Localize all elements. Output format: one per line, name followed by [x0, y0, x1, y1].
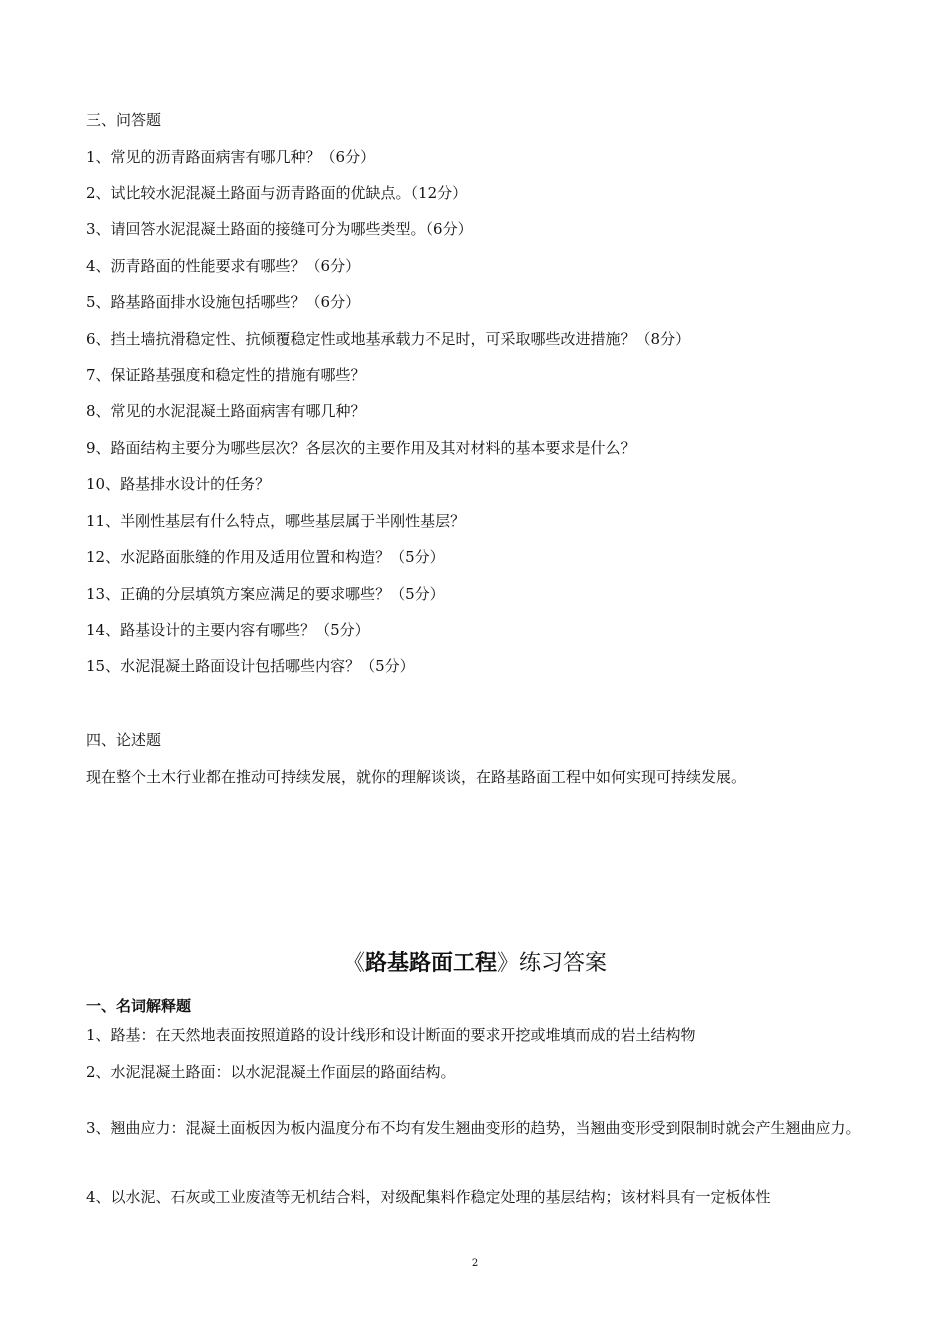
question-10: 10、路基排水设计的任务？: [86, 475, 271, 493]
page-number: 2: [471, 1258, 479, 1269]
question-4: 4、沥青路面的性能要求有哪些？（6分）: [86, 257, 361, 275]
question-11: 11、半刚性基层有什么特点，哪些基层属于半刚性基层？: [86, 512, 466, 530]
answer-title-open: 《: [342, 951, 365, 976]
answer-title: [0, 948, 950, 979]
answer-section-heading: 一、名词解释题: [86, 997, 192, 1015]
section-heading-essay: 四、论述题: [86, 731, 162, 749]
answer-item-2: 2、水泥混凝土路面：以水泥混凝土作面层的路面结构。: [86, 1063, 456, 1081]
essay-prompt: 现在整个土木行业都在推动可持续发展，就你的理解谈谈，在路基路面工程中如何实现可持续发展。: [86, 768, 747, 786]
answer-title-bold: 路基路面工程: [364, 950, 497, 976]
question-1: 1、常见的沥青路面病害有哪几种？（6分）: [86, 148, 376, 166]
answer-title-close: 》练习答案: [497, 951, 608, 976]
answer-item-4: 4、以水泥、石灰或工业废渣等无机结合料，对级配集料作稳定处理的基层结构；该材料具有一定板体性: [86, 1188, 771, 1206]
question-9: 9、路面结构主要分为哪些层次？各层次的主要作用及其对材料的基本要求是什么？: [86, 439, 636, 457]
question-15: 15、水泥混凝土路面设计包括哪些内容？（5分）: [86, 657, 415, 675]
question-14: 14、路基设计的主要内容有哪些？（5分）: [86, 621, 370, 639]
question-5: 5、路基路面排水设施包括哪些？（6分）: [86, 293, 361, 311]
answer-item-3: 3、翘曲应力：混凝土面板因为板内温度分布不均有发生翘曲变形的趋势，当翘曲变形受到限制时就会产生翘曲应力。: [86, 1119, 861, 1137]
question-3: 3、请回答水泥混凝土路面的接缝可分为哪些类型。（6分）: [86, 220, 473, 238]
section-heading-qa: 三、问答题: [86, 111, 162, 129]
question-6: 6、挡土墙抗滑稳定性、抗倾覆稳定性或地基承载力不足时，可采取哪些改进措施？（8分）: [86, 330, 691, 348]
question-13: 13、正确的分层填筑方案应满足的要求哪些？（5分）: [86, 585, 445, 603]
question-8: 8、常见的水泥混凝土路面病害有哪几种？: [86, 402, 366, 420]
question-12: 12、水泥路面胀缝的作用及适用位置和构造？（5分）: [86, 548, 445, 566]
question-2: 2、试比较水泥混凝土路面与沥青路面的优缺点。（12分）: [86, 184, 468, 202]
answer-item-1: 1、路基：在天然地表面按照道路的设计线形和设计断面的要求开挖或堆填而成的岩土结构物: [86, 1026, 696, 1044]
question-7: 7、保证路基强度和稳定性的措施有哪些？: [86, 366, 366, 384]
